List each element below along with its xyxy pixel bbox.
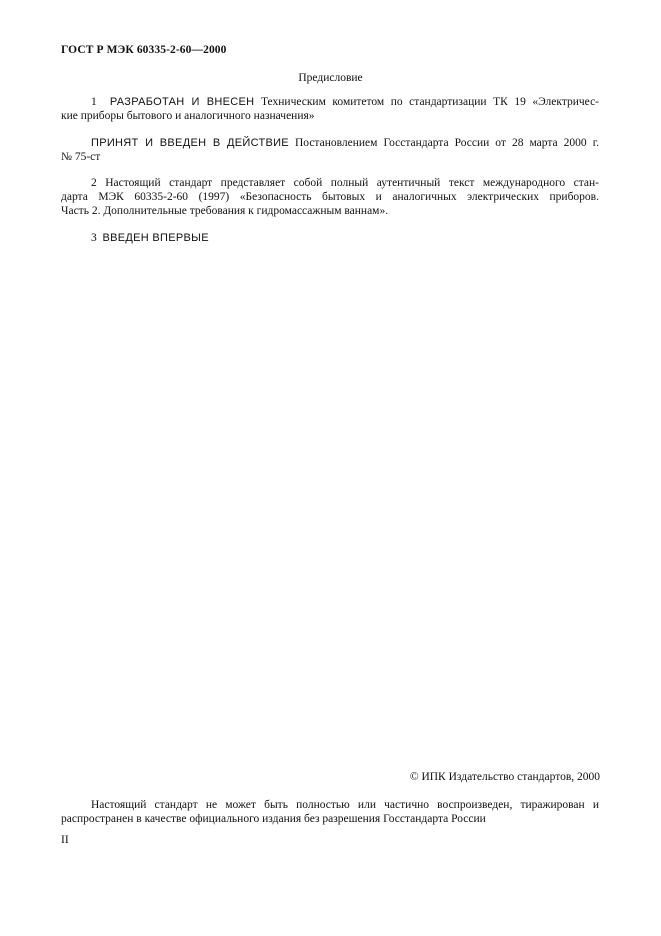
- paragraph-developed-by: [61, 95, 599, 123]
- caps-label: ПРИНЯТ И ВВЕДЕН В ДЕЙСТВИЕ: [91, 137, 289, 149]
- paragraph-line: 2 Настоящий стандарт представляет собой полный аутентичный текст международного стан-: [91, 177, 599, 189]
- reproduction-notice: [61, 798, 599, 826]
- paragraph-text: Техническим комитетом по стандартизации ТК 19 «Электричес-: [260, 96, 600, 108]
- paragraph-line: Настоящий стандарт не может быть полностью или частично воспроизведен, тиражирован и: [91, 799, 599, 811]
- paragraph-line: распространен в качестве официального издания без разрешения Госстандарта России: [61, 813, 486, 825]
- standard-code-header: ГОСТ Р МЭК 60335-2-60—2000: [61, 44, 227, 56]
- paragraph-line: № 75-ст: [61, 151, 101, 163]
- item-number: 1: [91, 96, 97, 108]
- paragraph-line: [61, 136, 599, 150]
- page-number: II: [61, 834, 69, 846]
- copyright-notice: © ИПК Издательство стандартов, 2000: [409, 771, 600, 783]
- section-title: Предисловие: [298, 72, 363, 84]
- caps-label: РАЗРАБОТАН И ВНЕСЕН: [109, 96, 255, 108]
- paragraph-line: [61, 95, 599, 109]
- paragraph-text: Постановлением Госстандарта России от 28 марта 2000 г.: [294, 137, 599, 149]
- caps-label: ВВЕДЕН ВПЕРВЫЕ: [102, 232, 209, 244]
- paragraph-first-introduced: [61, 231, 599, 245]
- paragraph-line: кие приборы бытового и аналогичного назначения»: [61, 110, 315, 122]
- paragraph-line: дарта МЭК 60335-2-60 (1997) «Безопасность бытовых и аналогичных электрических приборов.: [61, 191, 599, 203]
- item-number: 3: [91, 232, 97, 244]
- paragraph-authentic-text: [61, 176, 599, 218]
- paragraph-line: Часть 2. Дополнительные требования к гидромассажным ваннам».: [61, 205, 389, 217]
- paragraph-line: [61, 231, 599, 245]
- paragraph-adopted: [61, 136, 599, 164]
